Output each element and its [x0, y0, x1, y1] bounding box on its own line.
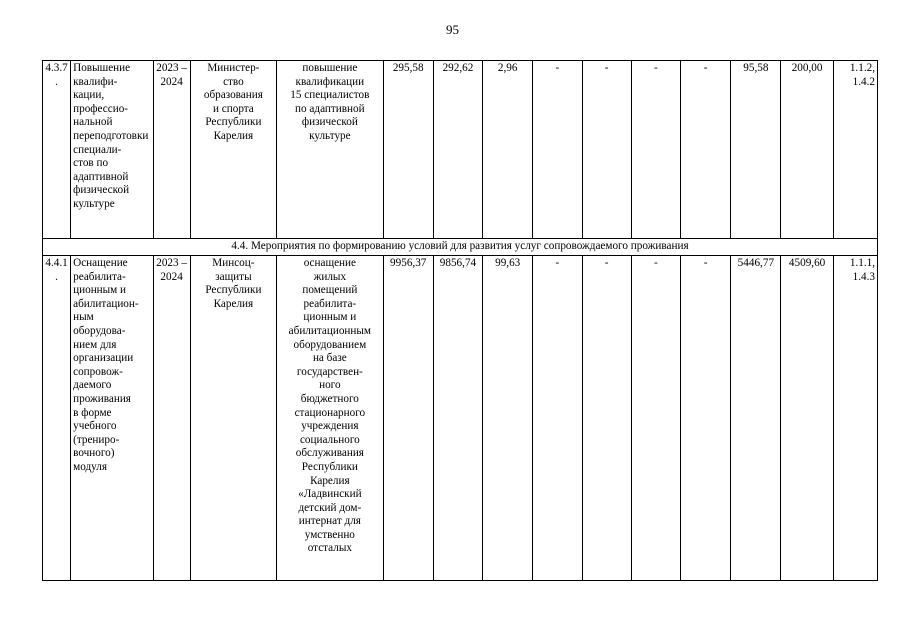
- amount-col-9: 200,00: [781, 61, 833, 239]
- expected-result: повышение квалификации 15 специалистов по адаптивной физической культуре: [277, 61, 384, 239]
- program-table: [42, 60, 878, 581]
- table-row: [43, 256, 878, 581]
- amount-col-2: 9856,74: [433, 256, 482, 581]
- row-code: 4.4.1.: [43, 256, 71, 581]
- section-heading-row: [43, 239, 878, 256]
- amount-col-3: 2,96: [483, 61, 533, 239]
- amount-col-5: -: [582, 61, 631, 239]
- executor: Министер- ство образования и спорта Республики Карелия: [190, 61, 276, 239]
- amount-col-3: 99,63: [483, 256, 533, 581]
- executor: Минсоц- защиты Республики Карелия: [190, 256, 276, 581]
- amount-col-4: -: [533, 256, 582, 581]
- row-code: 4.3.7.: [43, 61, 71, 239]
- reference-codes: 1.1.1, 1.4.3: [833, 256, 877, 581]
- amount-col-9: 4509,60: [781, 256, 833, 581]
- amount-col-8: 95,58: [731, 61, 781, 239]
- amount-col-7: -: [681, 256, 731, 581]
- activity-name: Оснащение реабилита- ционным и абилитацион- ным оборудова- нием для организации сопровож- даемого проживания в форме учебного (трениро- вочного) модуля: [71, 256, 153, 581]
- total-amount: 9956,37: [383, 256, 433, 581]
- total-amount: 295,58: [383, 61, 433, 239]
- period-years: 2023 – 2024: [153, 256, 190, 581]
- activity-name: Повышение квалифи- кации, профессио- нальной переподготовки специали- стов по адаптивной физической культуре: [71, 61, 153, 239]
- expected-result: оснащение жилых помещений реабилита- ционным и абилитационным оборудованием на базе государствен- ного бюджетного стационарного учреждения социального обслуживания Республики Карелия «Ладвинский детский дом- интернат для умственно отсталых: [277, 256, 384, 581]
- amount-col-5: -: [582, 256, 631, 581]
- period-years: 2023 – 2024: [153, 61, 190, 239]
- amount-col-6: -: [631, 61, 680, 239]
- amount-col-7: -: [681, 61, 731, 239]
- reference-codes: 1.1.2, 1.4.2: [833, 61, 877, 239]
- table-row: [43, 61, 878, 239]
- amount-col-4: -: [533, 61, 582, 239]
- amount-col-8: 5446,77: [731, 256, 781, 581]
- page-number: 95: [446, 22, 459, 37]
- amount-col-2: 292,62: [433, 61, 482, 239]
- section-heading: 4.4. Мероприятия по формированию условий для развития услуг сопровождаемого проживания: [43, 239, 878, 256]
- amount-col-6: -: [631, 256, 680, 581]
